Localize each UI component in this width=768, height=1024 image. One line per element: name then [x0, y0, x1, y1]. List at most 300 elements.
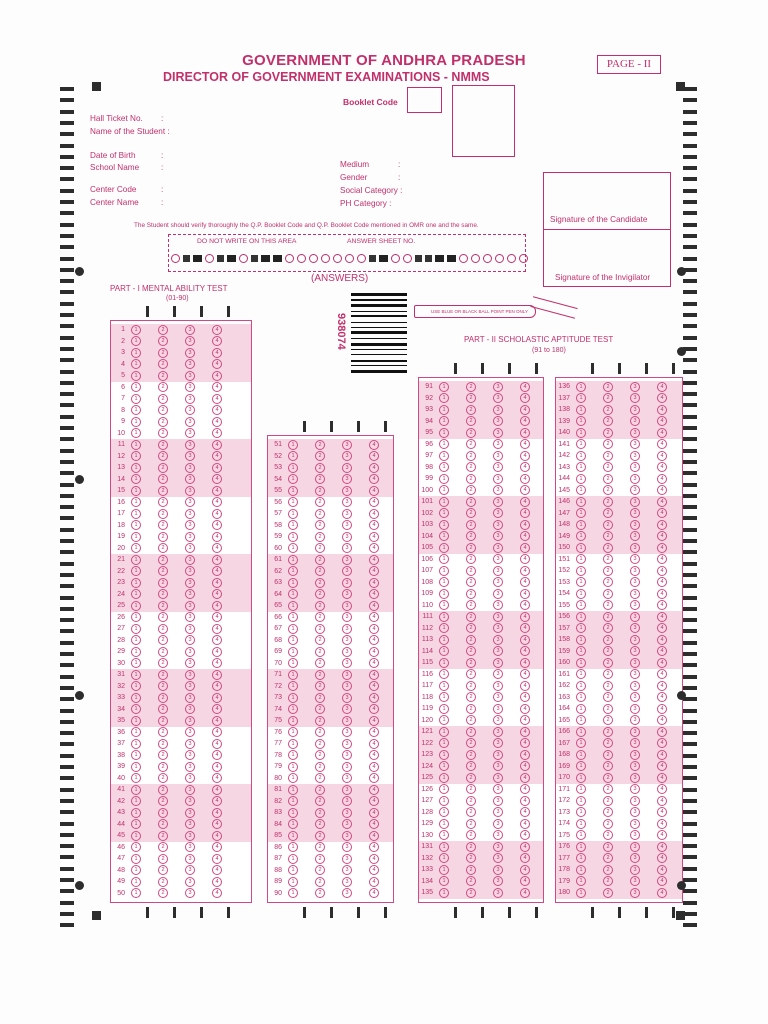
- answer-bubble[interactable]: 3: [185, 463, 195, 473]
- answer-bubble[interactable]: 4: [520, 589, 530, 599]
- answer-bubble[interactable]: 3: [185, 773, 195, 783]
- answer-bubble[interactable]: 3: [342, 704, 352, 714]
- answer-bubble[interactable]: 2: [603, 853, 613, 863]
- answer-bubble[interactable]: 4: [657, 681, 667, 691]
- answer-bubble[interactable]: 3: [630, 830, 640, 840]
- answer-bubble[interactable]: 4: [369, 865, 379, 875]
- answer-bubble[interactable]: 4: [520, 669, 530, 679]
- answer-bubble[interactable]: 2: [466, 784, 476, 794]
- answer-bubble[interactable]: 3: [493, 888, 503, 898]
- answer-bubble[interactable]: 4: [520, 773, 530, 783]
- answer-bubble[interactable]: 3: [493, 393, 503, 403]
- answer-bubble[interactable]: 3: [185, 440, 195, 450]
- answer-bubble[interactable]: 1: [439, 520, 449, 530]
- answer-bubble[interactable]: 3: [185, 819, 195, 829]
- answer-bubble[interactable]: 1: [439, 704, 449, 714]
- answer-bubble[interactable]: 2: [466, 589, 476, 599]
- answer-bubble[interactable]: 4: [212, 555, 222, 565]
- answer-bubble[interactable]: 4: [520, 865, 530, 875]
- answer-bubble[interactable]: 4: [657, 761, 667, 771]
- answer-bubble[interactable]: 2: [158, 451, 168, 461]
- answer-bubble[interactable]: 4: [520, 704, 530, 714]
- answer-bubble[interactable]: 4: [657, 669, 667, 679]
- answer-bubble[interactable]: 2: [466, 761, 476, 771]
- answer-bubble[interactable]: 3: [342, 566, 352, 576]
- answer-bubble[interactable]: 2: [315, 704, 325, 714]
- answer-bubble[interactable]: 1: [576, 416, 586, 426]
- answer-bubble[interactable]: 4: [212, 440, 222, 450]
- answer-bubble[interactable]: 3: [493, 451, 503, 461]
- answer-bubble[interactable]: 4: [369, 704, 379, 714]
- answer-bubble[interactable]: 1: [439, 635, 449, 645]
- answer-bubble[interactable]: 2: [158, 842, 168, 852]
- answer-bubble[interactable]: 4: [657, 589, 667, 599]
- answer-bubble[interactable]: 3: [185, 635, 195, 645]
- answer-bubble[interactable]: 4: [369, 842, 379, 852]
- answer-bubble[interactable]: 3: [185, 520, 195, 530]
- answer-bubble[interactable]: 3: [185, 727, 195, 737]
- answer-bubble[interactable]: 3: [630, 543, 640, 553]
- answer-bubble[interactable]: 1: [576, 600, 586, 610]
- answer-bubble[interactable]: 4: [520, 830, 530, 840]
- answer-bubble[interactable]: 1: [439, 508, 449, 518]
- answer-bubble[interactable]: 4: [657, 842, 667, 852]
- answer-bubble[interactable]: 3: [185, 371, 195, 381]
- answer-bubble[interactable]: 2: [315, 601, 325, 611]
- answer-bubble[interactable]: 3: [493, 485, 503, 495]
- answer-bubble[interactable]: 4: [657, 692, 667, 702]
- answer-bubble[interactable]: 2: [315, 750, 325, 760]
- answer-bubble[interactable]: 4: [212, 405, 222, 415]
- answer-bubble[interactable]: 1: [131, 371, 141, 381]
- answer-bubble[interactable]: 3: [493, 773, 503, 783]
- answer-bubble[interactable]: 3: [630, 623, 640, 633]
- answer-bubble[interactable]: 2: [158, 681, 168, 691]
- answer-bubble[interactable]: 3: [342, 635, 352, 645]
- answer-bubble[interactable]: 4: [212, 716, 222, 726]
- answer-bubble[interactable]: 4: [369, 624, 379, 634]
- answer-bubble[interactable]: 3: [342, 842, 352, 852]
- answer-bubble[interactable]: 2: [158, 877, 168, 887]
- answer-bubble[interactable]: 4: [657, 796, 667, 806]
- answer-bubble[interactable]: 4: [369, 819, 379, 829]
- answer-bubble[interactable]: 4: [520, 451, 530, 461]
- answer-bubble[interactable]: 3: [493, 439, 503, 449]
- answer-bubble[interactable]: 3: [185, 359, 195, 369]
- answer-bubble[interactable]: 1: [439, 819, 449, 829]
- answer-bubble[interactable]: 2: [466, 600, 476, 610]
- answer-bubble[interactable]: 1: [439, 474, 449, 484]
- answer-bubble[interactable]: 4: [520, 819, 530, 829]
- answer-bubble[interactable]: 4: [657, 554, 667, 564]
- answer-bubble[interactable]: 1: [288, 532, 298, 542]
- answer-bubble[interactable]: 1: [288, 566, 298, 576]
- answer-bubble[interactable]: 4: [520, 842, 530, 852]
- answer-bubble[interactable]: 3: [185, 474, 195, 484]
- answer-bubble[interactable]: 3: [185, 566, 195, 576]
- answer-bubble[interactable]: 2: [158, 647, 168, 657]
- answer-bubble[interactable]: 2: [466, 888, 476, 898]
- answer-bubble[interactable]: 4: [657, 715, 667, 725]
- answer-bubble[interactable]: 4: [212, 394, 222, 404]
- answer-bubble[interactable]: 1: [576, 497, 586, 507]
- answer-bubble[interactable]: 3: [493, 715, 503, 725]
- answer-bubble[interactable]: 4: [520, 807, 530, 817]
- answer-bubble[interactable]: 2: [315, 451, 325, 461]
- answer-bubble[interactable]: 1: [131, 578, 141, 588]
- answer-bubble[interactable]: 1: [576, 761, 586, 771]
- answer-bubble[interactable]: 4: [212, 670, 222, 680]
- answer-bubble[interactable]: 4: [212, 589, 222, 599]
- answer-bubble[interactable]: 1: [439, 784, 449, 794]
- answer-bubble[interactable]: 2: [315, 670, 325, 680]
- answer-bubble[interactable]: 4: [657, 405, 667, 415]
- answer-bubble[interactable]: 2: [466, 646, 476, 656]
- answer-bubble[interactable]: 3: [342, 532, 352, 542]
- answer-bubble[interactable]: 3: [493, 796, 503, 806]
- answer-bubble[interactable]: 1: [288, 681, 298, 691]
- answer-bubble[interactable]: 3: [185, 589, 195, 599]
- answer-bubble[interactable]: 3: [630, 497, 640, 507]
- answer-bubble[interactable]: 1: [288, 796, 298, 806]
- answer-bubble[interactable]: 3: [493, 566, 503, 576]
- answer-bubble[interactable]: 4: [212, 865, 222, 875]
- answer-bubble[interactable]: 2: [315, 796, 325, 806]
- answer-bubble[interactable]: 1: [131, 601, 141, 611]
- answer-bubble[interactable]: 3: [493, 842, 503, 852]
- answer-bubble[interactable]: 2: [466, 393, 476, 403]
- answer-bubble[interactable]: 4: [657, 738, 667, 748]
- answer-bubble[interactable]: 3: [493, 727, 503, 737]
- answer-bubble[interactable]: 3: [342, 819, 352, 829]
- answer-bubble[interactable]: 3: [185, 762, 195, 772]
- answer-bubble[interactable]: 1: [439, 842, 449, 852]
- answer-bubble[interactable]: 4: [657, 497, 667, 507]
- answer-bubble[interactable]: 4: [212, 693, 222, 703]
- answer-bubble[interactable]: 3: [342, 762, 352, 772]
- answer-bubble[interactable]: 4: [212, 635, 222, 645]
- answer-bubble[interactable]: 2: [466, 635, 476, 645]
- answer-bubble[interactable]: 1: [576, 853, 586, 863]
- answer-bubble[interactable]: 3: [342, 497, 352, 507]
- answer-bubble[interactable]: 1: [131, 463, 141, 473]
- answer-bubble[interactable]: 2: [158, 543, 168, 553]
- answer-bubble[interactable]: 1: [288, 578, 298, 588]
- answer-bubble[interactable]: 1: [131, 739, 141, 749]
- answer-bubble[interactable]: 2: [158, 428, 168, 438]
- answer-bubble[interactable]: 2: [603, 658, 613, 668]
- answer-bubble[interactable]: 1: [131, 336, 141, 346]
- answer-bubble[interactable]: 2: [158, 486, 168, 496]
- answer-bubble[interactable]: 1: [288, 555, 298, 565]
- answer-bubble[interactable]: 4: [657, 865, 667, 875]
- answer-bubble[interactable]: 2: [466, 531, 476, 541]
- answer-bubble[interactable]: 2: [603, 543, 613, 553]
- answer-bubble[interactable]: 1: [576, 531, 586, 541]
- answer-bubble[interactable]: 4: [520, 577, 530, 587]
- answer-bubble[interactable]: 1: [439, 853, 449, 863]
- answer-bubble[interactable]: 1: [288, 589, 298, 599]
- answer-bubble[interactable]: 1: [131, 658, 141, 668]
- answer-bubble[interactable]: 1: [288, 624, 298, 634]
- answer-bubble[interactable]: 2: [158, 417, 168, 427]
- answer-bubble[interactable]: 2: [466, 807, 476, 817]
- answer-bubble[interactable]: 2: [158, 727, 168, 737]
- answer-bubble[interactable]: 3: [493, 612, 503, 622]
- answer-bubble[interactable]: 2: [466, 876, 476, 886]
- answer-bubble[interactable]: 3: [185, 704, 195, 714]
- answer-bubble[interactable]: 2: [158, 865, 168, 875]
- answer-bubble[interactable]: 1: [288, 704, 298, 714]
- answer-bubble[interactable]: 1: [131, 785, 141, 795]
- answer-bubble[interactable]: 2: [315, 773, 325, 783]
- answer-bubble[interactable]: 3: [185, 750, 195, 760]
- answer-bubble[interactable]: 3: [630, 612, 640, 622]
- answer-bubble[interactable]: 3: [185, 486, 195, 496]
- answer-bubble[interactable]: 2: [466, 405, 476, 415]
- answer-bubble[interactable]: 2: [466, 416, 476, 426]
- answer-bubble[interactable]: 1: [576, 554, 586, 564]
- answer-bubble[interactable]: 3: [493, 405, 503, 415]
- answer-bubble[interactable]: 2: [603, 520, 613, 530]
- answer-bubble[interactable]: 3: [342, 888, 352, 898]
- answer-bubble[interactable]: 4: [369, 440, 379, 450]
- answer-bubble[interactable]: 4: [657, 416, 667, 426]
- answer-bubble[interactable]: 3: [630, 865, 640, 875]
- answer-bubble[interactable]: 3: [493, 807, 503, 817]
- answer-bubble[interactable]: 3: [185, 451, 195, 461]
- answer-bubble[interactable]: 2: [158, 762, 168, 772]
- answer-bubble[interactable]: 1: [576, 692, 586, 702]
- answer-bubble[interactable]: 2: [315, 589, 325, 599]
- answer-bubble[interactable]: 2: [315, 808, 325, 818]
- answer-bubble[interactable]: 2: [158, 394, 168, 404]
- answer-bubble[interactable]: 4: [212, 451, 222, 461]
- answer-bubble[interactable]: 3: [630, 761, 640, 771]
- answer-bubble[interactable]: 1: [288, 785, 298, 795]
- answer-bubble[interactable]: 3: [342, 773, 352, 783]
- answer-bubble[interactable]: 2: [603, 566, 613, 576]
- answer-bubble[interactable]: 1: [576, 784, 586, 794]
- answer-bubble[interactable]: 3: [185, 417, 195, 427]
- answer-bubble[interactable]: 4: [212, 463, 222, 473]
- answer-bubble[interactable]: 4: [369, 509, 379, 519]
- answer-bubble[interactable]: 4: [657, 393, 667, 403]
- answer-bubble[interactable]: 3: [493, 474, 503, 484]
- answer-bubble[interactable]: 3: [185, 555, 195, 565]
- answer-bubble[interactable]: 2: [466, 658, 476, 668]
- answer-bubble[interactable]: 3: [342, 693, 352, 703]
- answer-bubble[interactable]: 4: [369, 762, 379, 772]
- answer-bubble[interactable]: 3: [493, 635, 503, 645]
- answer-bubble[interactable]: 3: [342, 750, 352, 760]
- answer-bubble[interactable]: 3: [342, 474, 352, 484]
- answer-bubble[interactable]: 3: [185, 796, 195, 806]
- answer-bubble[interactable]: 2: [466, 485, 476, 495]
- answer-bubble[interactable]: 3: [630, 646, 640, 656]
- answer-bubble[interactable]: 1: [439, 451, 449, 461]
- answer-bubble[interactable]: 1: [576, 669, 586, 679]
- answer-bubble[interactable]: 3: [342, 670, 352, 680]
- answer-bubble[interactable]: 1: [288, 647, 298, 657]
- answer-bubble[interactable]: 1: [576, 830, 586, 840]
- answer-bubble[interactable]: 4: [212, 854, 222, 864]
- answer-bubble[interactable]: 1: [439, 830, 449, 840]
- answer-bubble[interactable]: 2: [466, 796, 476, 806]
- answer-bubble[interactable]: 3: [630, 669, 640, 679]
- answer-bubble[interactable]: 4: [520, 715, 530, 725]
- answer-bubble[interactable]: 4: [369, 532, 379, 542]
- answer-bubble[interactable]: 4: [212, 819, 222, 829]
- answer-bubble[interactable]: 4: [657, 704, 667, 714]
- answer-bubble[interactable]: 4: [212, 658, 222, 668]
- answer-bubble[interactable]: 4: [369, 635, 379, 645]
- answer-bubble[interactable]: 3: [630, 784, 640, 794]
- answer-bubble[interactable]: 1: [131, 405, 141, 415]
- answer-bubble[interactable]: 2: [466, 520, 476, 530]
- answer-bubble[interactable]: 3: [630, 416, 640, 426]
- answer-bubble[interactable]: 4: [657, 543, 667, 553]
- answer-bubble[interactable]: 4: [212, 348, 222, 358]
- answer-bubble[interactable]: 3: [185, 578, 195, 588]
- answer-bubble[interactable]: 3: [185, 382, 195, 392]
- answer-bubble[interactable]: 1: [288, 762, 298, 772]
- answer-bubble[interactable]: 4: [212, 612, 222, 622]
- answer-bubble[interactable]: 2: [466, 865, 476, 875]
- answer-bubble[interactable]: 4: [212, 773, 222, 783]
- answer-bubble[interactable]: 1: [131, 877, 141, 887]
- answer-bubble[interactable]: 1: [576, 807, 586, 817]
- answer-bubble[interactable]: 2: [603, 796, 613, 806]
- answer-bubble[interactable]: 2: [158, 831, 168, 841]
- answer-bubble[interactable]: 4: [520, 853, 530, 863]
- answer-bubble[interactable]: 3: [185, 842, 195, 852]
- answer-bubble[interactable]: 3: [342, 877, 352, 887]
- answer-bubble[interactable]: 4: [520, 428, 530, 438]
- answer-bubble[interactable]: 2: [603, 681, 613, 691]
- answer-bubble[interactable]: 4: [212, 762, 222, 772]
- answer-bubble[interactable]: 3: [630, 876, 640, 886]
- answer-bubble[interactable]: 1: [576, 451, 586, 461]
- answer-bubble[interactable]: 1: [131, 716, 141, 726]
- answer-bubble[interactable]: 3: [493, 761, 503, 771]
- answer-bubble[interactable]: 3: [630, 382, 640, 392]
- answer-bubble[interactable]: 1: [576, 635, 586, 645]
- answer-bubble[interactable]: 2: [315, 716, 325, 726]
- answer-bubble[interactable]: 2: [603, 819, 613, 829]
- answer-bubble[interactable]: 2: [315, 693, 325, 703]
- answer-bubble[interactable]: 2: [158, 555, 168, 565]
- answer-bubble[interactable]: 2: [315, 486, 325, 496]
- answer-bubble[interactable]: 1: [576, 428, 586, 438]
- answer-bubble[interactable]: 3: [630, 462, 640, 472]
- answer-bubble[interactable]: 3: [185, 348, 195, 358]
- answer-bubble[interactable]: 1: [288, 750, 298, 760]
- answer-bubble[interactable]: 1: [439, 807, 449, 817]
- answer-bubble[interactable]: 1: [131, 382, 141, 392]
- answer-bubble[interactable]: 2: [315, 624, 325, 634]
- answer-bubble[interactable]: 2: [315, 474, 325, 484]
- answer-bubble[interactable]: 1: [131, 612, 141, 622]
- answer-bubble[interactable]: 3: [630, 888, 640, 898]
- answer-bubble[interactable]: 4: [520, 623, 530, 633]
- answer-bubble[interactable]: 4: [520, 566, 530, 576]
- answer-bubble[interactable]: 4: [520, 692, 530, 702]
- answer-bubble[interactable]: 2: [603, 773, 613, 783]
- answer-bubble[interactable]: 1: [439, 727, 449, 737]
- answer-bubble[interactable]: 1: [288, 693, 298, 703]
- answer-bubble[interactable]: 1: [439, 382, 449, 392]
- answer-bubble[interactable]: 2: [603, 727, 613, 737]
- answer-bubble[interactable]: 2: [158, 382, 168, 392]
- answer-bubble[interactable]: 2: [466, 382, 476, 392]
- answer-bubble[interactable]: 3: [342, 486, 352, 496]
- answer-bubble[interactable]: 2: [603, 393, 613, 403]
- answer-bubble[interactable]: 3: [185, 336, 195, 346]
- answer-bubble[interactable]: 3: [185, 428, 195, 438]
- answer-bubble[interactable]: 1: [439, 646, 449, 656]
- answer-bubble[interactable]: 4: [212, 428, 222, 438]
- answer-bubble[interactable]: 2: [315, 543, 325, 553]
- answer-bubble[interactable]: 1: [131, 486, 141, 496]
- answer-bubble[interactable]: 4: [212, 681, 222, 691]
- answer-bubble[interactable]: 1: [131, 394, 141, 404]
- answer-bubble[interactable]: 2: [158, 854, 168, 864]
- answer-bubble[interactable]: 3: [493, 681, 503, 691]
- answer-bubble[interactable]: 2: [466, 623, 476, 633]
- answer-bubble[interactable]: 1: [439, 531, 449, 541]
- answer-bubble[interactable]: 3: [630, 738, 640, 748]
- answer-bubble[interactable]: 1: [439, 623, 449, 633]
- answer-bubble[interactable]: 1: [439, 715, 449, 725]
- answer-bubble[interactable]: 4: [520, 497, 530, 507]
- answer-bubble[interactable]: 1: [576, 520, 586, 530]
- answer-bubble[interactable]: 2: [158, 336, 168, 346]
- answer-bubble[interactable]: 3: [630, 692, 640, 702]
- answer-bubble[interactable]: 1: [131, 520, 141, 530]
- answer-bubble[interactable]: 4: [212, 877, 222, 887]
- answer-bubble[interactable]: 3: [630, 600, 640, 610]
- answer-bubble[interactable]: 2: [466, 577, 476, 587]
- answer-bubble[interactable]: 4: [657, 566, 667, 576]
- answer-bubble[interactable]: 3: [342, 831, 352, 841]
- answer-bubble[interactable]: 3: [493, 382, 503, 392]
- answer-bubble[interactable]: 1: [131, 509, 141, 519]
- answer-bubble[interactable]: 4: [212, 509, 222, 519]
- answer-bubble[interactable]: 2: [603, 485, 613, 495]
- answer-bubble[interactable]: 1: [576, 819, 586, 829]
- answer-bubble[interactable]: 3: [342, 865, 352, 875]
- answer-bubble[interactable]: 2: [466, 727, 476, 737]
- answer-bubble[interactable]: 1: [576, 439, 586, 449]
- answer-bubble[interactable]: 1: [439, 761, 449, 771]
- answer-bubble[interactable]: 4: [520, 543, 530, 553]
- answer-bubble[interactable]: 3: [342, 647, 352, 657]
- answer-bubble[interactable]: 2: [466, 669, 476, 679]
- answer-bubble[interactable]: 1: [131, 693, 141, 703]
- answer-bubble[interactable]: 3: [185, 739, 195, 749]
- answer-bubble[interactable]: 3: [630, 715, 640, 725]
- answer-bubble[interactable]: 1: [439, 485, 449, 495]
- answer-bubble[interactable]: 3: [342, 451, 352, 461]
- answer-bubble[interactable]: 4: [520, 784, 530, 794]
- answer-bubble[interactable]: 1: [131, 417, 141, 427]
- answer-bubble[interactable]: 1: [131, 543, 141, 553]
- answer-bubble[interactable]: 1: [576, 382, 586, 392]
- answer-bubble[interactable]: 2: [603, 623, 613, 633]
- answer-bubble[interactable]: 4: [657, 508, 667, 518]
- answer-bubble[interactable]: 1: [131, 474, 141, 484]
